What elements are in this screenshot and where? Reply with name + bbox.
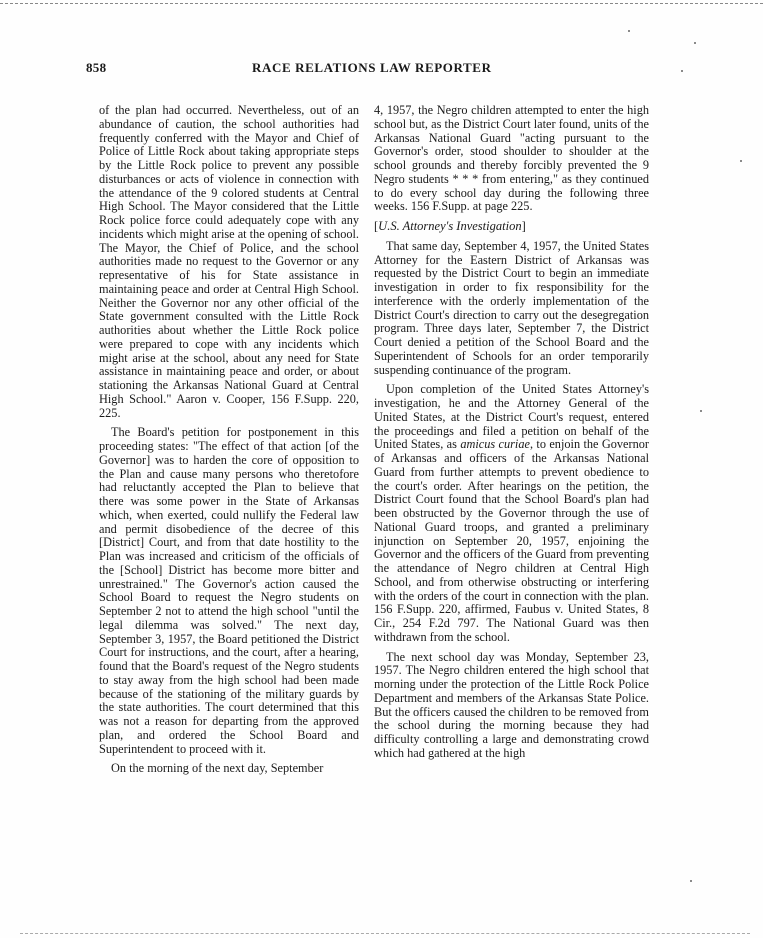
scan-speck (700, 410, 702, 412)
scan-speck (690, 880, 692, 882)
scan-edge-bottom (20, 933, 750, 934)
subheading-close-bracket: ] (521, 219, 526, 233)
subheading-text: U.S. Attorney's Investigation (378, 219, 522, 233)
section-subheading (374, 220, 649, 234)
scan-edge-top (0, 3, 763, 4)
right-paragraph-3 (374, 383, 649, 644)
amicus-curiae-term: amicus curiae (460, 437, 530, 452)
scan-speck (628, 30, 630, 32)
right-paragraph-3-part-a: Upon completion of the United States Attorney's investigation, he and the Attorney General of the United States, at the District Court's request, entered the proceedings and filed a petition on behalf of the United States, as (374, 382, 649, 452)
page-number: 858 (86, 60, 107, 75)
right-column (374, 104, 649, 761)
scan-speck (681, 70, 683, 72)
right-paragraph-2: That same day, September 4, 1957, the United States Attorney for the Eastern District of Arkansas was requested by the District Court to begin an immediate investigation in order to fix responsibility for the interference with the orderly implementation of the District Court's direction to carry out the desegregation program. Three days later, September 7, the District Court denied a petition of the School Board and the Superintendent of Schools for an order temporarily suspending continuance of the program. (374, 238, 649, 377)
right-paragraph-4: The next school day was Monday, September 23, 1957. The Negro children entered the high school that morning under the protection of the Little Rock Police Department and members of the Arkansas State Police. But the officers caused the children to be removed from the school during the morning because they had difficulty controlling a large and demonstrating crowd which had gathered at the high (374, 649, 649, 760)
running-head: RACE RELATIONS LAW REPORTER (252, 60, 492, 75)
subheading-open-bracket: [ (374, 219, 379, 233)
right-paragraph-1: 4, 1957, the Negro children attempted to enter the high school but, as the District Court later found, units of the Arkansas National Guard "acting pursuant to the Governor's order, stood shoulder to shoulder at the school grounds and thereby forcibly prevented the 9 Negro students * * * from entering," as they continued to do every school day during the following three weeks. 156 F.Supp. at page 225. (374, 103, 649, 214)
left-paragraph-2: The Board's petition for postponement in this proceeding states: "The effect of that action [of the Governor] was to harden the core of opposition to the Plan and cause many persons who theretofore had reluctantly accepted the Plan to believe that there was some power in the State of Arkansas which, when exerted, could nullify the Federal law and permit disobedience of the decree of this [District] Court, and from that date hostility to the Plan was increased and criticism of the officials of the [School] District has become more bitter and unrestrained." The Governor's action caused the School Board to request the Negro students on September 2 not to attend the high school "until the legal dilemma was solved." The next day, September 3, 1957, the Board petitioned the District Court for instructions, and the court, after a hearing, found that the Board's request of the Negro students to stay away from the high school had been made because of the stationing of the military guards by the state authorities. The court determined that this was not a reason for departing from the approved plan, and ordered the School Board and Superintendent to proceed with it. (99, 425, 359, 756)
right-paragraph-3-part-b: , to enjoin the Governor of Arkansas and officers of the Arkansas National Guard from further attempts to prevent obedience to the court's order. After hearings on the petition, the District Court found that the School Board's plan had been obstructed by the Governor through the use of National Guard troops, and granted a preliminary injunction on September 20, 1957, enjoining the Governor and the officers of the Guard from preventing the attendance of Negro children at Central High School, and from otherwise obstructing or interfering with the orders of the court in connection with the plan. 156 F.Supp. 220, affirmed, Faubus v. United States, 8 Cir., 254 F.2d 797. The National Guard was then withdrawn from the school. (374, 437, 649, 644)
left-paragraph-3: On the morning of the next day, September (111, 761, 324, 776)
left-paragraph-1: of the plan had occurred. Nevertheless, out of an abundance of caution, the school authorities had frequently conferred with the Mayor and Chief of Police of Little Rock about taking appropriate steps by the Little Rock police to prevent any possible disturbances or acts of violence in connection with the attendance of the 9 colored students at Central High School. The Mayor considered that the Little Rock police force could adequately cope with any incidents which might arise at the opening of school. The Mayor, the Chief of Police, and the school authorities made no request to the Governor or any representative of his for State assistance in maintaining peace and order at Central High School. Neither the Governor nor any other official of the State government consulted with the Little Rock authorities about whether the Little Rock police were prepared to cope with any incidents which might arise at the school, about any need for State assistance in maintaining peace and order, or about stationing the Arkansas National Guard at Central High School." Aaron v. Cooper, 156 F.Supp. 220, 225. (99, 103, 359, 420)
scan-speck (694, 42, 696, 44)
left-column (99, 104, 359, 776)
scan-speck (740, 160, 742, 162)
